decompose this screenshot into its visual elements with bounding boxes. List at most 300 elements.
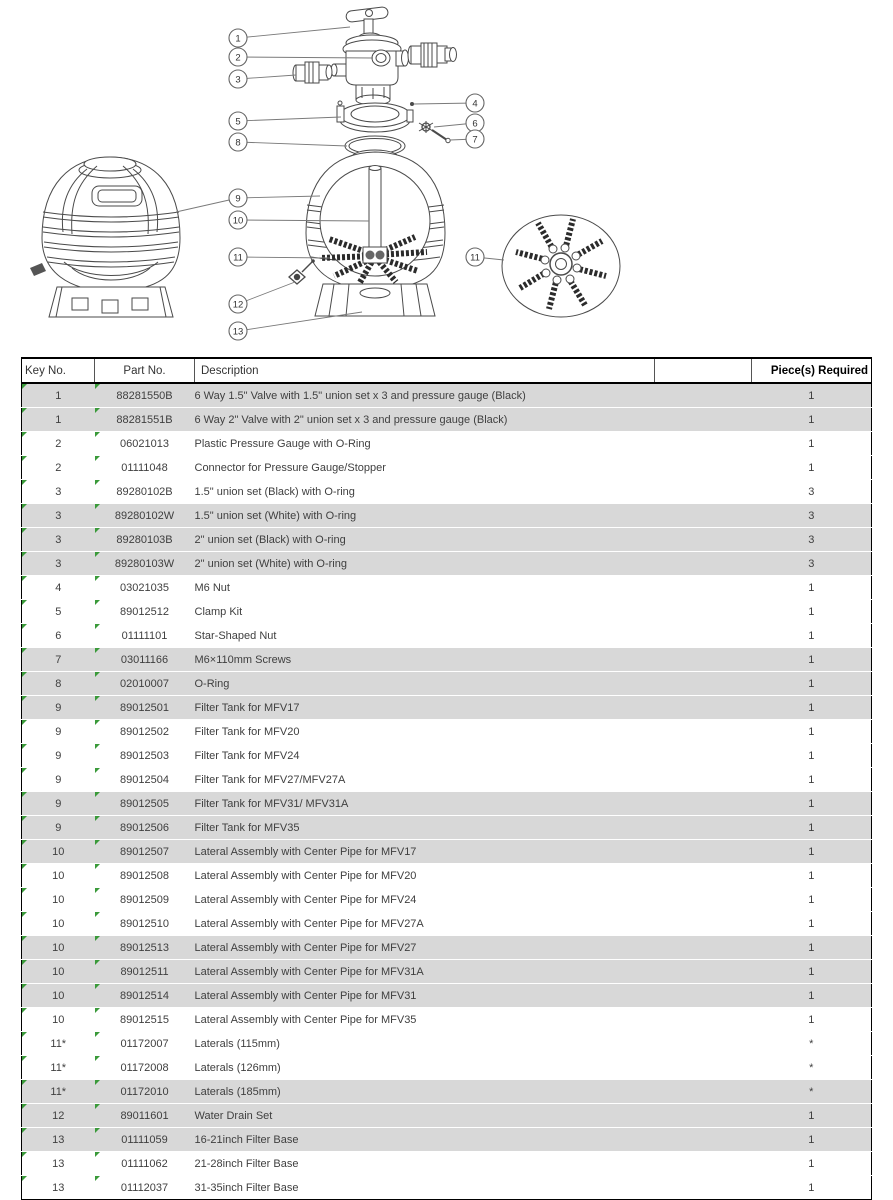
- part-no-value: 89012510: [120, 917, 169, 930]
- spacer-cell: [655, 576, 752, 600]
- description-value: Filter Tank for MFV17: [194, 701, 300, 714]
- description-value: M6 Nut: [194, 581, 230, 594]
- part-no-cell: [95, 383, 195, 408]
- part-no-cell: [95, 768, 195, 792]
- header-pieces-required: Piece(s) Required: [752, 358, 872, 383]
- key-no-value: 11*: [50, 1037, 67, 1050]
- key-no-value: 10: [52, 845, 65, 858]
- description-cell: [195, 936, 655, 960]
- key-no-cell: [22, 1056, 95, 1080]
- part-no-value: 03021035: [120, 581, 169, 594]
- part-no-value: 89012515: [120, 1013, 169, 1026]
- table-row: [22, 792, 872, 816]
- table-row: [22, 456, 872, 480]
- part-no-cell: [95, 1056, 195, 1080]
- key-no-cell: [22, 576, 95, 600]
- table-row: [22, 480, 872, 504]
- part-no-cell: [95, 528, 195, 552]
- pieces-required-value: 1: [808, 1013, 815, 1026]
- pieces-required-value: 1: [808, 797, 815, 810]
- part-no-cell: [95, 648, 195, 672]
- key-no-value: 11*: [50, 1085, 67, 1098]
- part-no-value: 89012504: [120, 773, 169, 786]
- description-value: 16-21inch Filter Base: [194, 1133, 299, 1146]
- key-no-value: 1: [55, 389, 62, 402]
- part-no-cell: [95, 552, 195, 576]
- table-row: [22, 504, 872, 528]
- spacer-cell: [655, 552, 752, 576]
- key-no-value: 10: [52, 989, 65, 1002]
- pieces-required-value: 3: [808, 557, 815, 570]
- comment-flag-icon: [95, 816, 100, 821]
- parts-table: [21, 357, 872, 1200]
- part-no-cell: [95, 624, 195, 648]
- description-cell: [195, 744, 655, 768]
- part-no-value: 89280102B: [116, 485, 173, 498]
- part-no-cell: [95, 1104, 195, 1128]
- header-spacer: [655, 358, 752, 383]
- key-no-value: 10: [52, 917, 65, 930]
- key-no-cell: [22, 720, 95, 744]
- key-no-value: 2: [55, 437, 62, 450]
- table-row: [22, 960, 872, 984]
- pieces-required-cell: [752, 528, 872, 552]
- table-row: [22, 744, 872, 768]
- description-cell: [195, 912, 655, 936]
- pieces-required-cell: [752, 1176, 872, 1200]
- description-value: Water Drain Set: [194, 1109, 273, 1122]
- part-no-cell: [95, 816, 195, 840]
- description-cell: [195, 576, 655, 600]
- pieces-required-cell: [752, 1032, 872, 1056]
- key-no-value: 9: [55, 797, 62, 810]
- description-cell: [195, 648, 655, 672]
- key-no-cell: [22, 408, 95, 432]
- description-value: 2" union set (Black) with O-ring: [194, 533, 346, 546]
- description-cell: [195, 552, 655, 576]
- pieces-required-cell: [752, 888, 872, 912]
- pieces-required-value: 1: [808, 581, 815, 594]
- pieces-required-value: 1: [808, 1157, 815, 1170]
- pieces-required-cell: [752, 792, 872, 816]
- key-no-value: 10: [52, 1013, 65, 1026]
- spacer-cell: [655, 624, 752, 648]
- key-no-cell: [22, 504, 95, 528]
- spacer-cell: [655, 720, 752, 744]
- table-row: [22, 984, 872, 1008]
- callout-3: [229, 70, 247, 88]
- description-cell: [195, 528, 655, 552]
- comment-flag-icon: [22, 936, 27, 941]
- comment-flag-icon: [95, 960, 100, 965]
- comment-flag-icon: [95, 648, 100, 653]
- pieces-required-value: 1: [808, 917, 815, 930]
- table-row: [22, 1104, 872, 1128]
- part-no-cell: [95, 912, 195, 936]
- part-no-cell: [95, 720, 195, 744]
- callout-9: [229, 189, 247, 207]
- header-description: Description: [195, 358, 655, 383]
- part-no-value: 89012506: [120, 821, 169, 834]
- part-no-value: 03011166: [120, 653, 169, 666]
- description-cell: [195, 816, 655, 840]
- part-no-cell: [95, 744, 195, 768]
- spacer-cell: [655, 960, 752, 984]
- comment-flag-icon: [22, 720, 27, 725]
- pieces-required-value: 1: [808, 605, 815, 618]
- key-no-cell: [22, 672, 95, 696]
- table-row: [22, 1176, 872, 1200]
- comment-flag-icon: [95, 1056, 100, 1061]
- spacer-cell: [655, 1032, 752, 1056]
- key-no-cell: [22, 624, 95, 648]
- key-no-cell: [22, 1008, 95, 1032]
- key-no-value: 9: [55, 725, 62, 738]
- part-no-value: 89280103B: [116, 533, 173, 546]
- pieces-required-value: 1: [808, 413, 815, 426]
- pieces-required-cell: [752, 984, 872, 1008]
- description-cell: [195, 888, 655, 912]
- pieces-required-value: 1: [808, 845, 815, 858]
- callout-4: [466, 94, 484, 112]
- table-row: [22, 1152, 872, 1176]
- comment-flag-icon: [22, 552, 27, 557]
- comment-flag-icon: [22, 384, 27, 389]
- exploded-parts-diagram: [0, 0, 893, 357]
- callout-11-right: [466, 248, 484, 266]
- part-no-value: 01112037: [120, 1181, 169, 1194]
- pieces-required-value: 1: [808, 749, 815, 762]
- table-row: [22, 696, 872, 720]
- comment-flag-icon: [95, 600, 100, 605]
- pieces-required-cell: [752, 576, 872, 600]
- pieces-required-value: *: [809, 1061, 814, 1074]
- spacer-cell: [655, 816, 752, 840]
- pieces-required-cell: [752, 1080, 872, 1104]
- part-no-value: 89012512: [120, 605, 169, 618]
- description-value: Lateral Assembly with Center Pipe for MFV31A: [194, 965, 424, 978]
- pieces-required-value: 1: [808, 461, 815, 474]
- key-no-cell: [22, 768, 95, 792]
- spacer-cell: [655, 768, 752, 792]
- key-no-cell: [22, 936, 95, 960]
- part-no-cell: [95, 960, 195, 984]
- svg-text:11: 11: [470, 252, 480, 264]
- spacer-cell: [655, 480, 752, 504]
- table-row: [22, 1032, 872, 1056]
- description-value: Lateral Assembly with Center Pipe for MFV27: [194, 941, 417, 954]
- description-cell: [195, 1056, 655, 1080]
- svg-text:5: 5: [235, 116, 241, 128]
- comment-flag-icon: [22, 768, 27, 773]
- part-no-value: 89012507: [120, 845, 169, 858]
- svg-text:11: 11: [233, 252, 243, 264]
- part-no-cell: [95, 1176, 195, 1200]
- part-no-value: 89012514: [120, 989, 169, 1002]
- table-row: [22, 840, 872, 864]
- description-cell: [195, 984, 655, 1008]
- part-no-cell: [95, 936, 195, 960]
- comment-flag-icon: [95, 1032, 100, 1037]
- svg-text:8: 8: [235, 137, 241, 149]
- comment-flag-icon: [95, 1008, 100, 1013]
- pieces-required-cell: [752, 720, 872, 744]
- comment-flag-icon: [95, 768, 100, 773]
- svg-text:4: 4: [472, 98, 478, 110]
- table-row: [22, 768, 872, 792]
- comment-flag-icon: [95, 528, 100, 533]
- description-cell: [195, 1128, 655, 1152]
- key-no-value: 3: [55, 533, 62, 546]
- pieces-required-cell: [752, 432, 872, 456]
- pieces-required-cell: [752, 504, 872, 528]
- key-no-cell: [22, 696, 95, 720]
- pieces-required-value: 3: [808, 485, 815, 498]
- pieces-required-value: 1: [808, 725, 815, 738]
- comment-flag-icon: [22, 888, 27, 893]
- callout-10: [229, 211, 247, 229]
- header-part-no: Part No.: [95, 358, 195, 383]
- description-cell: [195, 1008, 655, 1032]
- pieces-required-value: 1: [808, 965, 815, 978]
- description-value: Lateral Assembly with Center Pipe for MFV24: [194, 893, 417, 906]
- callout-6: [466, 114, 484, 132]
- svg-text:3: 3: [235, 74, 241, 86]
- comment-flag-icon: [22, 672, 27, 677]
- description-value: Lateral Assembly with Center Pipe for MFV17: [194, 845, 417, 858]
- pieces-required-cell: [752, 1056, 872, 1080]
- description-value: Lateral Assembly with Center Pipe for MFV27A: [194, 917, 424, 930]
- description-cell: [195, 624, 655, 648]
- description-cell: [195, 504, 655, 528]
- comment-flag-icon: [95, 480, 100, 485]
- key-no-value: 3: [55, 557, 62, 570]
- pieces-required-cell: [752, 624, 872, 648]
- pieces-required-cell: [752, 936, 872, 960]
- comment-flag-icon: [22, 840, 27, 845]
- key-no-cell: [22, 1032, 95, 1056]
- key-no-cell: [22, 840, 95, 864]
- pieces-required-cell: [752, 672, 872, 696]
- part-no-value: 89280103W: [114, 557, 175, 570]
- part-no-value: 01172008: [120, 1061, 169, 1074]
- comment-flag-icon: [95, 408, 100, 413]
- spacer-cell: [655, 1056, 752, 1080]
- cutaway-tank-drawing: [289, 150, 445, 316]
- comment-flag-icon: [95, 1152, 100, 1157]
- comment-flag-icon: [22, 744, 27, 749]
- table-row: [22, 408, 872, 432]
- description-value: Laterals (126mm): [194, 1061, 281, 1074]
- spacer-cell: [655, 432, 752, 456]
- key-no-cell: [22, 1128, 95, 1152]
- description-value: 21-28inch Filter Base: [194, 1157, 299, 1170]
- comment-flag-icon: [95, 576, 100, 581]
- key-no-value: 9: [55, 821, 62, 834]
- svg-text:7: 7: [472, 134, 478, 146]
- comment-flag-icon: [95, 720, 100, 725]
- spacer-cell: [655, 528, 752, 552]
- description-value: Filter Tank for MFV31/ MFV31A: [194, 797, 349, 810]
- pieces-required-value: 3: [808, 509, 815, 522]
- part-no-value: 06021013: [120, 437, 169, 450]
- pieces-required-cell: [752, 1128, 872, 1152]
- description-value: Star-Shaped Nut: [194, 629, 277, 642]
- key-no-value: 9: [55, 749, 62, 762]
- key-no-cell: [22, 864, 95, 888]
- key-no-cell: [22, 1176, 95, 1200]
- table-row: [22, 528, 872, 552]
- description-value: Filter Tank for MFV20: [194, 725, 300, 738]
- comment-flag-icon: [95, 1176, 100, 1181]
- key-no-cell: [22, 792, 95, 816]
- pieces-required-value: 1: [808, 629, 815, 642]
- comment-flag-icon: [22, 432, 27, 437]
- pieces-required-cell: [752, 816, 872, 840]
- table-row: [22, 816, 872, 840]
- svg-text:1: 1: [235, 33, 241, 45]
- table-row: [22, 1080, 872, 1104]
- pieces-required-value: 1: [808, 1133, 815, 1146]
- pieces-required-value: 1: [808, 1181, 815, 1194]
- key-no-cell: [22, 432, 95, 456]
- part-no-cell: [95, 1008, 195, 1032]
- key-no-cell: [22, 480, 95, 504]
- part-no-cell: [95, 792, 195, 816]
- part-no-cell: [95, 672, 195, 696]
- pieces-required-value: 1: [808, 821, 815, 834]
- comment-flag-icon: [95, 504, 100, 509]
- part-no-value: 89012508: [120, 869, 169, 882]
- description-cell: [195, 1080, 655, 1104]
- pieces-required-value: 1: [808, 389, 815, 402]
- callout-7: [466, 130, 484, 148]
- key-no-cell: [22, 984, 95, 1008]
- callout-1: [229, 29, 247, 47]
- key-no-cell: [22, 648, 95, 672]
- part-no-value: 01172007: [120, 1037, 169, 1050]
- description-cell: [195, 600, 655, 624]
- table-row: [22, 576, 872, 600]
- key-no-value: 10: [52, 869, 65, 882]
- callout-5: [229, 112, 247, 130]
- part-no-cell: [95, 576, 195, 600]
- comment-flag-icon: [22, 864, 27, 869]
- pieces-required-value: 1: [808, 1109, 815, 1122]
- key-no-value: 2: [55, 461, 62, 474]
- comment-flag-icon: [22, 696, 27, 701]
- description-cell: [195, 840, 655, 864]
- part-no-value: 89012503: [120, 749, 169, 762]
- comment-flag-icon: [22, 1056, 27, 1061]
- comment-flag-icon: [95, 984, 100, 989]
- pieces-required-cell: [752, 480, 872, 504]
- description-cell: [195, 456, 655, 480]
- spacer-cell: [655, 1080, 752, 1104]
- key-no-value: 9: [55, 701, 62, 714]
- table-row: [22, 1056, 872, 1080]
- key-no-value: 3: [55, 509, 62, 522]
- key-no-value: 4: [55, 581, 62, 594]
- key-no-value: 10: [52, 965, 65, 978]
- comment-flag-icon: [95, 888, 100, 893]
- part-no-value: 89012501: [120, 701, 169, 714]
- comment-flag-icon: [22, 1080, 27, 1085]
- description-value: Lateral Assembly with Center Pipe for MFV35: [194, 1013, 417, 1026]
- description-cell: [195, 408, 655, 432]
- key-no-cell: [22, 960, 95, 984]
- header-key-no: Key No.: [22, 358, 95, 383]
- part-no-value: 89280102W: [114, 509, 175, 522]
- pieces-required-value: 1: [808, 701, 815, 714]
- comment-flag-icon: [22, 576, 27, 581]
- comment-flag-icon: [22, 912, 27, 917]
- description-value: O-Ring: [194, 677, 230, 690]
- part-no-value: 88281551B: [116, 413, 173, 426]
- spacer-cell: [655, 1008, 752, 1032]
- pieces-required-cell: [752, 912, 872, 936]
- svg-text:10: 10: [232, 215, 244, 227]
- comment-flag-icon: [22, 984, 27, 989]
- valve-exploded-view: [293, 6, 457, 156]
- table-row: [22, 383, 872, 408]
- part-no-value: 89012509: [120, 893, 169, 906]
- spacer-cell: [655, 888, 752, 912]
- part-no-cell: [95, 864, 195, 888]
- description-cell: [195, 672, 655, 696]
- part-no-value: 01111101: [121, 629, 168, 642]
- svg-text:2: 2: [235, 52, 241, 64]
- pieces-required-value: 1: [808, 869, 815, 882]
- pieces-required-cell: [752, 1152, 872, 1176]
- key-no-cell: [22, 1152, 95, 1176]
- part-no-cell: [95, 432, 195, 456]
- comment-flag-icon: [95, 456, 100, 461]
- comment-flag-icon: [22, 456, 27, 461]
- description-value: M6×110mm Screws: [194, 653, 292, 666]
- comment-flag-icon: [22, 1152, 27, 1157]
- key-no-value: 8: [55, 677, 62, 690]
- part-no-value: 89012511: [120, 965, 169, 978]
- pieces-required-value: 1: [808, 893, 815, 906]
- part-no-cell: [95, 1152, 195, 1176]
- key-no-cell: [22, 383, 95, 408]
- pieces-required-cell: [752, 696, 872, 720]
- comment-flag-icon: [95, 912, 100, 917]
- spacer-cell: [655, 792, 752, 816]
- pieces-required-value: *: [809, 1085, 814, 1098]
- spacer-cell: [655, 744, 752, 768]
- key-no-value: 10: [52, 941, 65, 954]
- description-cell: [195, 864, 655, 888]
- spacer-cell: [655, 648, 752, 672]
- comment-flag-icon: [22, 1008, 27, 1013]
- key-no-cell: [22, 912, 95, 936]
- svg-text:6: 6: [472, 118, 478, 130]
- description-cell: [195, 432, 655, 456]
- table-row: [22, 888, 872, 912]
- svg-text:9: 9: [235, 193, 241, 205]
- part-no-cell: [95, 480, 195, 504]
- table-row: [22, 648, 872, 672]
- comment-flag-icon: [22, 792, 27, 797]
- comment-flag-icon: [95, 1080, 100, 1085]
- description-value: Filter Tank for MFV24: [194, 749, 300, 762]
- comment-flag-icon: [22, 528, 27, 533]
- part-no-value: 01111048: [121, 461, 168, 474]
- comment-flag-icon: [22, 816, 27, 821]
- pieces-required-cell: [752, 552, 872, 576]
